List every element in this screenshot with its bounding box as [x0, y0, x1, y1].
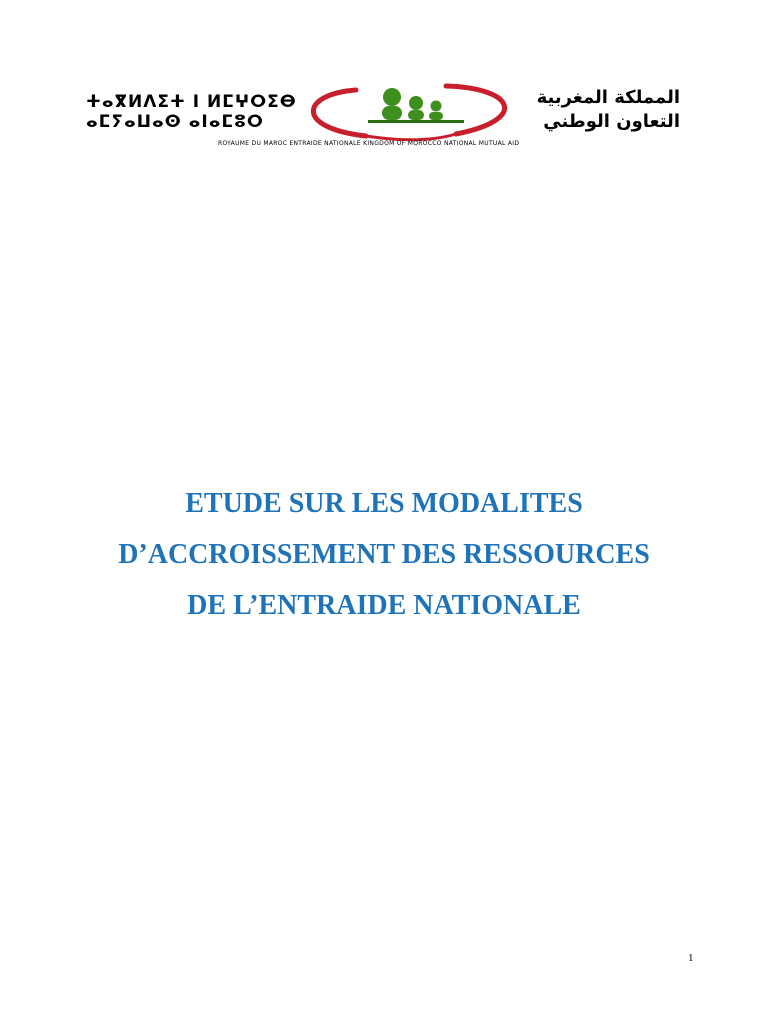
logo-family-figures [382, 88, 443, 120]
tifinagh-line-1: ⵜⴰⴳⵍⴷⵉⵜ ⵏ ⵍⵎⵖⵔⵉⴱ [86, 92, 297, 112]
tifinagh-line-2: ⴰⵎⵢⴰⵡⴰⵙ ⴰⵏⴰⵎⵓⵔ [86, 112, 264, 132]
logo-green-base [368, 120, 464, 123]
logo-red-arc-right [446, 86, 505, 134]
title-line-2: D’ACCROISSEMENT DES RESSOURCES [118, 539, 650, 570]
tifinagh-wordmark [86, 92, 296, 132]
arabic-line-2: التعاون الوطني [543, 111, 680, 132]
arabic-line-1: المملكة المغربية [536, 87, 680, 108]
arabic-wordmark [510, 86, 680, 134]
title-line-1: ETUDE SUR LES MODALITES [185, 488, 583, 519]
title-line-3: DE L’ENTRAIDE NATIONALE [187, 590, 581, 621]
page-number: 1 [688, 952, 694, 964]
logo-red-arc-left [313, 90, 366, 136]
document-header [0, 0, 768, 160]
logo-red-arc-bottom [366, 134, 456, 140]
header-tagline: ROYAUME DU MAROC ENTRAIDE NATIONALE KINGDOM OF MOROCCO NATIONAL MUTUAL AID [218, 140, 520, 147]
entraide-nationale-logo [296, 78, 524, 142]
document-title [0, 478, 768, 631]
